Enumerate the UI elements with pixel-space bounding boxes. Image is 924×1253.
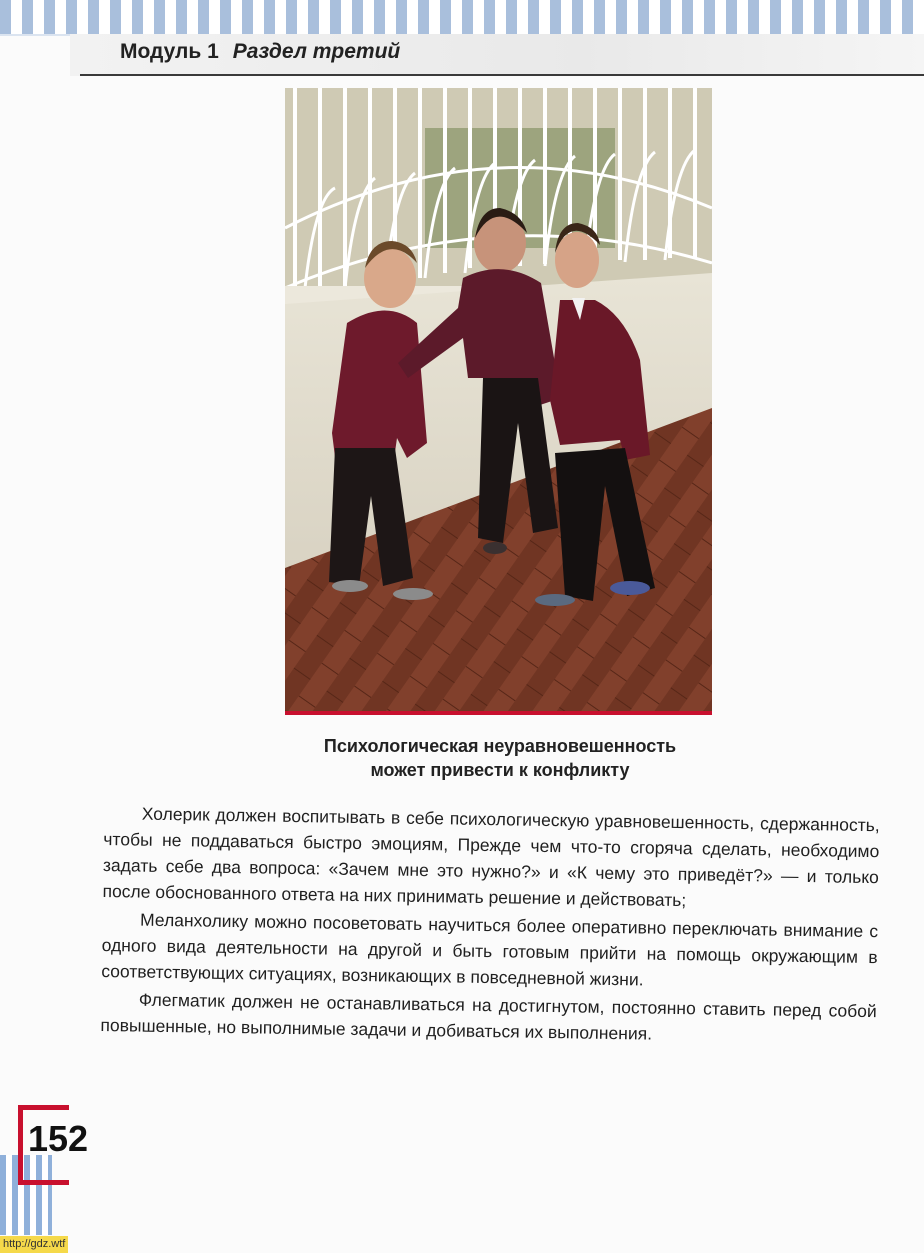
body-text [100, 800, 880, 1052]
watermark-link[interactable]: http://gdz.wtf [0, 1236, 68, 1253]
paragraph-phlegmatic: Флегматик должен не останавливаться на достигнутом, постоянно ставить перед собой повышенные, но выполнимые задачи и добиваться их выполнения. [100, 989, 877, 1044]
page-number: 152 [28, 1118, 89, 1159]
header-rule [80, 74, 924, 76]
section-label: Раздел третий [232, 40, 401, 63]
top-decorative-stripe [0, 0, 924, 36]
photo-illustration [285, 88, 712, 711]
caption-line-2: может привести к конфликту [370, 760, 630, 780]
paragraph-choleric: Холерик должен воспитывать в себе психологическую уравновешенность, сдержанность, чтобы не поддаваться быстро эмоциям, Прежде чем что-то сгоряча сделать, необходимо задать себе два вопроса: «Зачем мне это нужно?» и «К чему это приведёт?» — и только после обоснованного ответа на них принимать решение и действовать; [102, 803, 880, 911]
running-header [120, 40, 400, 70]
module-label: Модуль 1 [120, 40, 219, 63]
paragraph-melancholic: Меланхолику можно посоветовать научиться более оперативно переключать внимание с одного вида деятельности на другой и быть готовым прийти на помощь окружающим в соответствующих ситуациях, возникающих в повседневной жизни. [101, 909, 879, 990]
figure-caption [250, 734, 750, 782]
photo-students-conflict [285, 88, 712, 715]
caption-line-1: Психологическая неуравновешенность [323, 736, 677, 756]
